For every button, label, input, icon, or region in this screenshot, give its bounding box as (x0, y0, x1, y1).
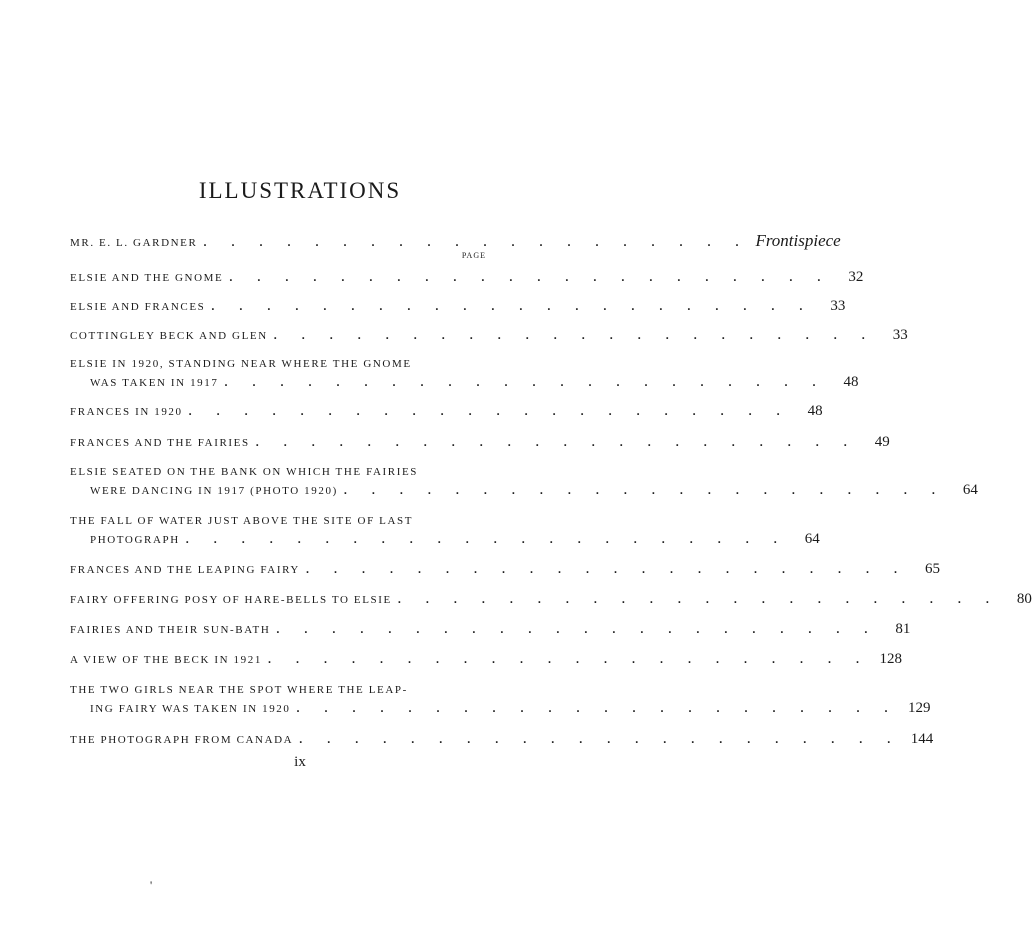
entry-title: FAIRY OFFERING POSY OF HARE-BELLS TO ELSIE (70, 594, 392, 606)
entry-title-continued: WAS TAKEN IN 1917 (90, 377, 219, 389)
leader-dots: . . . . . . . . . . . . . . . . . . . . . . (188, 404, 791, 418)
entry-page: 129 (908, 700, 931, 716)
entry-title: FAIRIES AND THEIR SUN-BATH (70, 624, 271, 636)
entry-title: A VIEW OF THE BECK IN 1921 (70, 654, 262, 666)
leader-dots: . . . . . . . . . . . . . . . . . . . . . . (299, 732, 902, 746)
entry-title: THE PHOTOGRAPH FROM CANADA (70, 734, 294, 746)
frontispiece-entry (70, 231, 841, 252)
leader-dots: . . . . . . . . . . . . . . . . . . . . . . (229, 270, 832, 284)
entry-title: THE TWO GIRLS NEAR THE SPOT WHERE THE LEAP- (70, 684, 408, 696)
entry-title: FRANCES IN 1920 (70, 406, 183, 418)
entry-title: ELSIE AND FRANCES (70, 301, 206, 313)
entry-title-continued: PHOTOGRAPH (90, 534, 180, 546)
leader-dots: . . . . . . . . . . . . . . . . . . . . . . (267, 652, 870, 666)
leader-dots: . . . . . . . . . . . . . . . . . . . . . . (296, 701, 899, 715)
entry-page: 65 (924, 561, 940, 577)
leader-dots: . . . . . . . . . . . . . . . . . . . . . . (273, 328, 876, 342)
leader-dots: . . . . . . . . . . . . . . . . . . . . . . (343, 483, 946, 497)
list-item (70, 681, 931, 718)
entry-title-continued: WERE DANCING IN 1917 (PHOTO 1920) (90, 485, 338, 497)
entry-page: 33 (892, 327, 908, 343)
entry-page: 128 (879, 651, 902, 667)
entry-title: MR. E. L. GARDNER (70, 237, 198, 249)
entry-page: 144 (910, 731, 934, 747)
list-item (70, 297, 846, 316)
entry-title: THE FALL OF WATER JUST ABOVE THE SITE OF LAST (70, 515, 414, 527)
entry-page: 33 (830, 298, 846, 314)
leader-dots: . . . . . . . . . . . . . . . . . . . . (203, 235, 750, 249)
page-number: ix (294, 754, 306, 770)
list-item (70, 512, 820, 549)
list-item (70, 355, 859, 392)
entry-page: Frontispiece (755, 231, 841, 250)
entry-page: 81 (895, 621, 911, 637)
entry-page: 32 (848, 269, 864, 285)
list-item (70, 402, 823, 421)
leader-dots: . . . . . . . . . . . . . . . . . . . . . . (224, 375, 827, 389)
leader-dots: . . . . . . . . . . . . . . . . . . . . . . (211, 299, 814, 313)
entry-title: ELSIE IN 1920, STANDING NEAR WHERE THE GNOME (70, 358, 412, 370)
list-item (70, 463, 978, 500)
list-item (70, 590, 1032, 609)
list-item (70, 433, 890, 452)
entry-page: 48 (843, 374, 859, 390)
list-item (70, 326, 908, 345)
entry-title-continued: ING FAIRY WAS TAKEN IN 1920 (90, 703, 291, 715)
entry-title: FRANCES AND THE LEAPING FAIRY (70, 564, 300, 576)
list-item (70, 268, 864, 287)
list-item (70, 620, 911, 639)
entry-page: 49 (874, 434, 890, 450)
list-item (70, 650, 902, 669)
entry-page: 64 (804, 531, 820, 547)
leader-dots: . . . . . . . . . . . . . . . . . . . . . . (255, 435, 858, 449)
page-title: ILLUSTRATIONS (198, 178, 402, 203)
list-item (70, 730, 934, 749)
entry-title: COTTINGLEY BECK AND GLEN (70, 330, 268, 342)
entry-page: 80 (1016, 591, 1032, 607)
page-column-label: PAGE (461, 251, 486, 260)
leader-dots: . . . . . . . . . . . . . . . . . . . . . . (276, 622, 879, 636)
leader-dots: . . . . . . . . . . . . . . . . . . . . . . (397, 592, 1000, 606)
entry-page: 64 (962, 482, 978, 498)
list-item (70, 560, 940, 579)
entry-page: 48 (807, 403, 823, 419)
stray-mark: ' (150, 878, 153, 892)
leader-dots: . . . . . . . . . . . . . . . . . . . . . . (185, 532, 788, 546)
entry-title: ELSIE AND THE GNOME (70, 272, 224, 284)
leader-dots: . . . . . . . . . . . . . . . . . . . . . . (305, 562, 908, 576)
entry-title: FRANCES AND THE FAIRIES (70, 437, 250, 449)
entry-title: ELSIE SEATED ON THE BANK ON WHICH THE FAIRIES (70, 466, 419, 478)
